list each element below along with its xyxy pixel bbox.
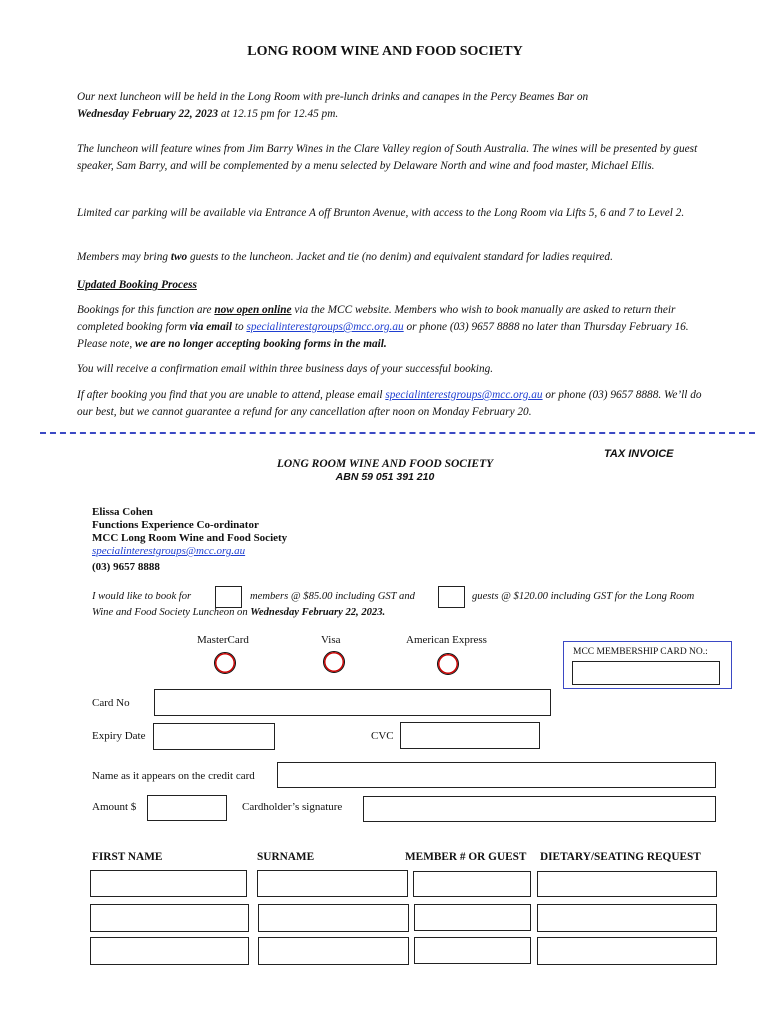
card-no-input[interactable]: [154, 689, 551, 716]
tax-invoice-label: TAX INVOICE: [604, 448, 674, 460]
wine-paragraph: The luncheon will feature wines from Jim Barry Wines in the Clare Valley region of South Australia. The wines will be presented by guest speaker, Sam Barry, and will be complemented by a menu selected by Delaware North and wine and food master, Michael Ellis.: [77, 143, 698, 172]
booking-paragraph: Bookings for this function are now open online via the MCC website. Members who wish to book manually are asked to return their completed booking form via email to specialinterestgroups@mcc.org.au or phone (03) 9657 8888 no later than Thursday February 16. Please note, we are no longer accepting booking forms in the mail.: [77, 304, 689, 350]
row3-surname-input[interactable]: [258, 937, 409, 965]
card-no-label: Card No: [92, 697, 130, 709]
membership-card-label: MCC MEMBERSHIP CARD NO.:: [573, 647, 708, 657]
contact-phone: (03) 9657 8888: [92, 561, 160, 573]
mastercard-radio[interactable]: [214, 652, 236, 674]
cvc-input[interactable]: [400, 722, 540, 749]
visa-radio[interactable]: [323, 651, 345, 673]
contact-name: Elissa Cohen: [92, 506, 153, 518]
row1-first-name-input[interactable]: [90, 870, 247, 897]
row2-member-input[interactable]: [414, 904, 531, 931]
row2-surname-input[interactable]: [258, 904, 409, 932]
guests-count-input[interactable]: [438, 586, 465, 608]
visa-label: Visa: [321, 634, 341, 646]
refund-paragraph: If after booking you find that you are unable to attend, please email specialinterestgroups@mcc.org.au or phone (03) 9657 8888. We’ll do our best, but we cannot guarantee a refund for any cancellation after noon on Monday February 20.: [77, 389, 702, 418]
book-label-d: Wine and Food Society Luncheon on Wednesday February 22, 2023.: [92, 607, 386, 618]
parking-paragraph: Limited car parking will be available via Entrance A off Brunton Avenue, with access to the Long Room via Lifts 5, 6 and 7 to Level 2.: [77, 207, 685, 219]
page-title: LONG ROOM WINE AND FOOD SOCIETY: [247, 44, 523, 59]
col-surname: SURNAME: [257, 851, 315, 863]
abn: ABN 59 051 391 210: [335, 471, 435, 483]
row3-first-name-input[interactable]: [90, 937, 249, 965]
contact-block: [92, 506, 287, 574]
membership-card-panel: [563, 641, 732, 689]
cut-line: [40, 432, 755, 434]
confirmation-paragraph: You will receive a confirmation email within three business days of your successful booking.: [77, 363, 494, 375]
col-dietary: DIETARY/SEATING REQUEST: [540, 851, 701, 863]
intro-paragraph: Our next luncheon will be held in the Long Room with pre-lunch drinks and canapes in the Percy Beames Bar on Wednesday February 22, 2023 at 12.15 pm for 12.45 pm.: [77, 91, 589, 120]
row2-dietary-input[interactable]: [537, 904, 717, 932]
col-first-name: FIRST NAME: [92, 851, 163, 863]
row1-member-input[interactable]: [413, 871, 531, 897]
expiry-label: Expiry Date: [92, 730, 146, 742]
expiry-input[interactable]: [153, 723, 275, 750]
guests-paragraph: Members may bring two guests to the luncheon. Jacket and tie (no denim) and equivalent standard for ladies required.: [77, 251, 613, 263]
amount-input[interactable]: [147, 795, 227, 821]
signature-input[interactable]: [363, 796, 716, 822]
mastercard-label: MasterCard: [197, 634, 249, 646]
contact-org: MCC Long Room Wine and Food Society: [92, 532, 288, 544]
cvc-label: CVC: [371, 730, 394, 742]
col-member-guest: MEMBER # OR GUEST: [405, 851, 527, 863]
booking-heading: Updated Booking Process: [77, 279, 197, 291]
row3-dietary-input[interactable]: [537, 937, 717, 965]
email-link[interactable]: specialinterestgroups@mcc.org.au: [246, 321, 404, 333]
row3-member-input[interactable]: [414, 937, 531, 964]
contact-email-link[interactable]: specialinterestgroups@mcc.org.au: [92, 545, 246, 557]
book-label-b: members @ $85.00 including GST and: [250, 591, 415, 602]
book-label-a: I would like to book for: [92, 591, 192, 602]
members-count-input[interactable]: [215, 586, 242, 608]
row2-first-name-input[interactable]: [90, 904, 249, 932]
name-on-card-label: Name as it appears on the credit card: [92, 770, 255, 782]
amount-label: Amount $: [92, 801, 137, 813]
contact-role: Functions Experience Co-ordinator: [92, 519, 259, 531]
row1-dietary-input[interactable]: [537, 871, 717, 897]
name-on-card-input[interactable]: [277, 762, 716, 788]
signature-label: Cardholder’s signature: [242, 801, 343, 813]
amex-radio[interactable]: [437, 653, 459, 675]
row1-surname-input[interactable]: [257, 870, 408, 897]
book-label-c: guests @ $120.00 including GST for the Long Room: [472, 591, 695, 602]
membership-card-input[interactable]: [572, 661, 720, 685]
email-link-refund[interactable]: specialinterestgroups@mcc.org.au: [385, 389, 543, 401]
form-society-title: LONG ROOM WINE AND FOOD SOCIETY: [276, 458, 494, 470]
amex-label: American Express: [406, 634, 487, 646]
